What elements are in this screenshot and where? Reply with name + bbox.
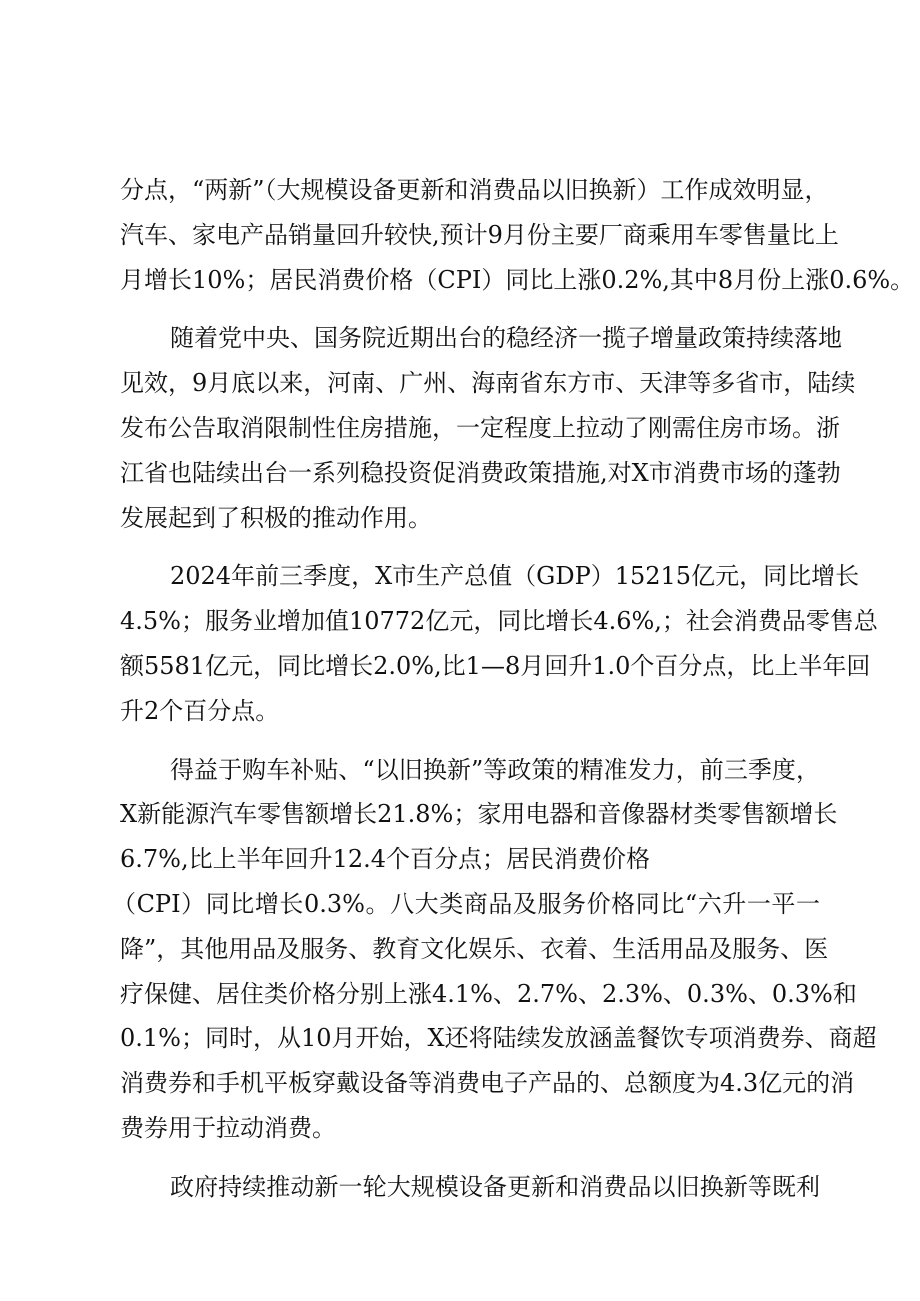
text-line: 政府持续推动新一轮大规模设备更新和消费品以旧换新等既利 — [170, 1172, 820, 1201]
text-line: 江省也陆续出台一系列稳投资促消费政策措施,对X市消费市场的蓬勃 — [120, 458, 841, 487]
text-line: 汽车、家电产品销量回升较快,预计9月份主要厂商乘用车零售量比上 — [120, 220, 839, 249]
paragraph-gap — [120, 540, 820, 554]
body-text — [112, 168, 915, 1210]
text-line: 升2个百分点。 — [120, 696, 280, 725]
text-line: 4.5%；服务业增加值10772亿元，同比增长4.6%,；社会消费品零售总 — [120, 607, 878, 636]
text-line: 2024年前三季度，X市生产总值（GDP）15215亿元，同比增长 — [170, 562, 860, 591]
text-line: 费券用于拉动消费。 — [120, 1113, 336, 1142]
text-line: 得益于购车补贴、“以旧换新”等政策的精准发力，前三季度， — [170, 755, 820, 784]
paragraph — [120, 1165, 820, 1210]
paragraph — [120, 554, 878, 733]
text-line: 消费券和手机平板穿戴设备等消费电子产品的、总额度为4.3亿元的消 — [120, 1069, 855, 1098]
text-line: 发布公告取消限制性住房措施，一定程度上拉动了刚需住房市场。浙 — [120, 413, 840, 442]
text-line: 随着党中央、国务院近期出台的稳经济一揽子增量政策持续落地 — [170, 324, 842, 353]
text-line: X新能源汽车零售额增长21.8%；家用电器和音像器材类零售额增长 — [120, 800, 838, 829]
paragraph — [120, 316, 856, 540]
paragraph-gap — [120, 302, 820, 316]
text-line: 降”，其他用品及服务、教育文化娱乐、衣着、生活用品及服务、医 — [120, 934, 829, 963]
text-line: 月增长10%；居民消费价格（CPI）同比上涨0.2%,其中8月份上涨0.6%。 — [120, 265, 915, 294]
text-line: 额5581亿元，同比增长2.0%,比1—8月回升1.0个百分点，比上半年回 — [120, 651, 871, 680]
text-line: 分点，“两新”（大规模设备更新和消费品以旧换新）工作成效明显， — [120, 176, 829, 204]
text-line: 发展起到了积极的推动作用。 — [120, 503, 432, 532]
paragraph-gap — [120, 734, 820, 748]
paragraph-gap — [120, 1151, 820, 1165]
text-line: 疗保健、居住类价格分别上涨4.1%、2.7%、2.3%、0.3%、0.3%和 — [120, 979, 857, 1008]
text-line: 6.7%,比上半年回升12.4个百分点；居民消费价格 — [120, 845, 651, 874]
text-line: （CPI）同比增长0.3%。八大类商品及服务价格同比“六升一平一 — [112, 889, 820, 918]
text-line: 0.1%；同时，从10月开始，X还将陆续发放涵盖餐饮专项消费券、商超 — [120, 1024, 877, 1053]
paragraph — [112, 748, 877, 1151]
paragraph — [120, 168, 915, 302]
text-line: 见效，9月底以来，河南、广州、海南省东方市、天津等多省市，陆续 — [120, 369, 856, 398]
